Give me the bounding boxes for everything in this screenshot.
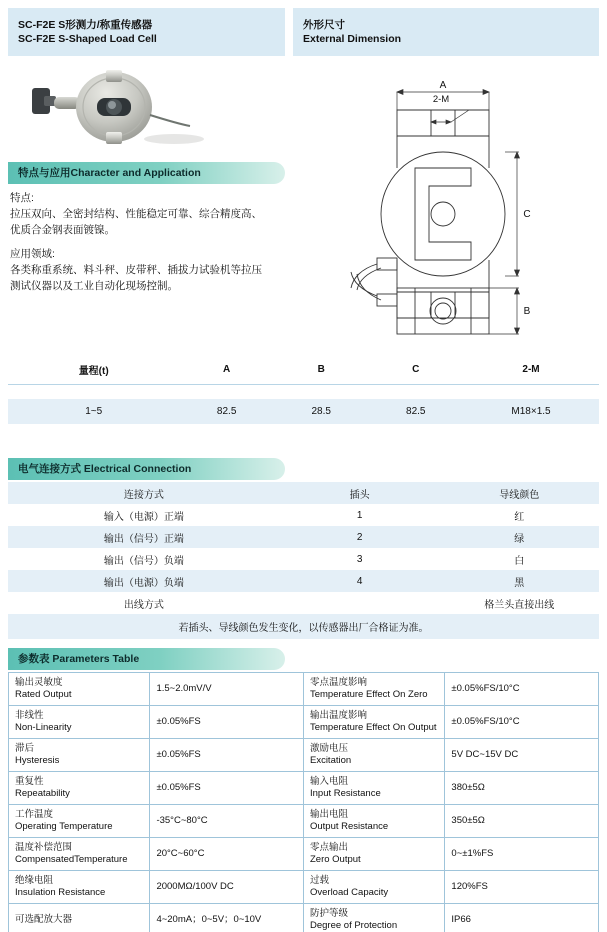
electrical-header-row [8,482,599,504]
table-row [9,673,599,706]
product-title-cn: SC-F2E S形测力/称重传感器 [18,19,153,31]
param-label-r-6 [303,871,444,904]
parameters-table [8,672,599,932]
param-label-r-5 [303,838,444,871]
character-line-4: 应用领域: [10,248,55,260]
electrical-cell-4-2: 格兰头直接出线 [484,599,555,611]
param-label-r-cn-3: 输入电阻 [309,776,348,787]
product-photo [14,66,279,151]
dim-label-c: C [523,209,531,220]
param-label-r-en-3: Input Resistance [309,788,381,799]
param-label-r-2 [303,739,444,772]
range-header-2: B [317,364,325,375]
dimension-drawing [293,64,599,344]
param-label-r-cn-0: 零点温度影响 [309,677,367,688]
param-label-3 [9,772,150,805]
param-label-r-en-2: Excitation [309,755,352,766]
electrical-header-0: 连接方式 [123,489,164,501]
electrical-banner-label: 电气连接方式 Electrical Connection [18,463,192,475]
electrical-cell-2-1: 3 [356,553,363,565]
character-spacer [10,238,285,246]
table-row [8,399,599,424]
range-table [8,355,599,424]
param-label-r-cn-7: 防护等级 [309,908,348,919]
param-value-r-7: IP66 [445,904,599,932]
range-header-0: 量程(t) [78,366,109,377]
table-row [8,548,599,570]
param-label-2 [9,739,150,772]
param-label-cn-0: 输出灵敏度 [15,677,63,688]
param-label-en-3: Repeatability [15,788,70,799]
param-label-0 [9,673,150,706]
param-label-r-cn-4: 输出电阻 [309,809,348,820]
electrical-header-1: 插头 [349,489,370,501]
param-label-r-3 [303,772,444,805]
electrical-cell-1-2: 绿 [514,533,525,545]
param-label-cn-7: 可选配放大器 [15,914,73,925]
param-label-r-cn-1: 输出温度影响 [309,710,367,721]
range-header-4: 2-M [522,364,540,375]
range-header-1: A [223,364,231,375]
param-label-cn-1: 非线性 [15,710,44,721]
range-cell-0-2: 28.5 [311,406,331,417]
param-label-en-6: Insulation Resistance [15,887,106,898]
param-label-en-5: CompensatedTemperature [15,854,128,865]
parameters-banner-label: 参数表 Parameters Table [18,653,140,665]
param-label-r-7 [303,904,444,932]
param-value-r-5: 0~±1%FS [445,838,599,871]
range-cell-0-0: 1~5 [85,406,103,417]
param-label-4 [9,805,150,838]
electrical-banner [8,458,285,480]
param-label-5 [9,838,150,871]
param-label-r-cn-6: 过载 [309,875,329,886]
param-label-r-en-7: Degree of Protection [309,920,398,931]
electrical-cell-4-1 [280,592,440,614]
param-label-cn-6: 绝缘电阻 [15,875,54,886]
electrical-cell-0-2: 红 [514,511,525,523]
param-value-r-1: ±0.05%FS/10°C [445,706,599,739]
electrical-cell-1-0: 输出（信号）正端 [103,533,184,545]
electrical-note-row [8,614,599,639]
parameters-banner [8,648,285,670]
param-value-r-4: 350±5Ω [445,805,599,838]
electrical-cell-4-0: 出线方式 [123,599,164,611]
electrical-note: 若插头、导线颜色发生变化，以传感器出厂合格证为准。 [8,614,599,639]
table-row [9,871,599,904]
electrical-cell-0-0: 输入（电源）正端 [103,511,184,523]
param-label-en-0: Rated Output [15,689,72,700]
dimension-title-header [293,8,599,56]
dim-label-b: B [523,306,531,317]
product-title-header [8,8,285,56]
electrical-table [8,482,599,639]
param-label-en-2: Hysteresis [15,755,60,766]
character-banner-label: 特点与应用Character and Application [18,167,201,179]
table-row [8,504,599,526]
param-label-cn-3: 重复性 [15,776,44,787]
param-label-r-0 [303,673,444,706]
range-table-gap [8,385,599,399]
param-label-en-4: Operating Temperature [15,821,113,832]
table-row [8,526,599,548]
electrical-cell-3-1: 4 [356,575,363,587]
param-value-0: 1.5~2.0mV/V [150,673,304,706]
param-value-6: 2000MΩ/100V DC [150,871,304,904]
param-label-r-1 [303,706,444,739]
range-cell-0-4: M18×1.5 [511,406,551,417]
param-label-cn-5: 温度补偿范围 [15,842,73,853]
param-value-1: ±0.05%FS [150,706,304,739]
param-label-1 [9,706,150,739]
table-row [9,772,599,805]
table-row [8,592,599,614]
param-value-3: ±0.05%FS [150,772,304,805]
electrical-cell-0-1: 1 [356,509,363,521]
character-line-0: 特点: [10,192,34,204]
param-label-r-4 [303,805,444,838]
electrical-header-2: 导线颜色 [499,489,540,501]
param-value-5: 20°C~60°C [150,838,304,871]
product-title-en: SC-F2E S-Shaped Load Cell [18,33,157,45]
param-label-r-en-4: Output Resistance [309,821,389,832]
param-label-cn-4: 工作温度 [15,809,54,820]
electrical-cell-1-1: 2 [356,531,363,543]
table-row [9,838,599,871]
dimension-title-en: External Dimension [303,33,402,45]
character-text [10,190,285,294]
dimension-title-cn: 外形尺寸 [303,19,345,31]
dim-label-holes: 2-M [432,94,450,105]
param-value-2: ±0.05%FS [150,739,304,772]
param-label-r-cn-5: 零点输出 [309,842,348,853]
table-row [9,739,599,772]
character-line-6: 测试仪器以及工业自动化现场控制。 [10,280,178,292]
param-value-r-2: 5V DC~15V DC [445,739,599,772]
param-label-7 [9,904,150,932]
param-label-r-en-6: Overload Capacity [309,887,389,898]
character-banner [8,162,285,184]
electrical-cell-2-2: 白 [514,555,525,567]
electrical-cell-3-2: 黑 [514,577,525,589]
param-label-r-en-0: Temperature Effect On Zero [309,689,428,700]
param-value-r-3: 380±5Ω [445,772,599,805]
param-value-r-0: ±0.05%FS/10°C [445,673,599,706]
character-line-2: 优质合金钢表面镀镍。 [10,224,115,236]
dim-label-a: A [439,80,447,91]
character-line-5: 各类称重系统、料斗秤、皮带秤、插拔力试验机等拉压 [10,264,262,276]
param-label-6 [9,871,150,904]
param-value-4: -35°C~80°C [150,805,304,838]
electrical-cell-3-0: 输出（电源）负端 [103,577,184,589]
param-label-r-cn-2: 激励电压 [309,743,348,754]
param-label-r-en-5: Zero Output [309,854,361,865]
param-value-r-6: 120%FS [445,871,599,904]
param-label-cn-2: 滞后 [15,743,35,754]
param-label-r-en-1: Temperature Effect On Output [309,722,437,733]
table-row [9,805,599,838]
range-cell-0-3: 82.5 [406,406,426,417]
range-header-3: C [412,364,420,375]
param-value-7: 4~20mA；0~5V；0~10V [150,904,304,932]
param-label-en-1: Non-Linearity [15,722,72,733]
table-row [9,706,599,739]
character-line-1: 拉压双向、全密封结构、性能稳定可靠、综合精度高、 [10,208,262,220]
table-row [9,904,599,932]
range-cell-0-1: 82.5 [216,406,237,417]
table-row [8,570,599,592]
electrical-cell-2-0: 输出（信号）负端 [103,555,184,567]
range-table-header-row [8,355,599,384]
